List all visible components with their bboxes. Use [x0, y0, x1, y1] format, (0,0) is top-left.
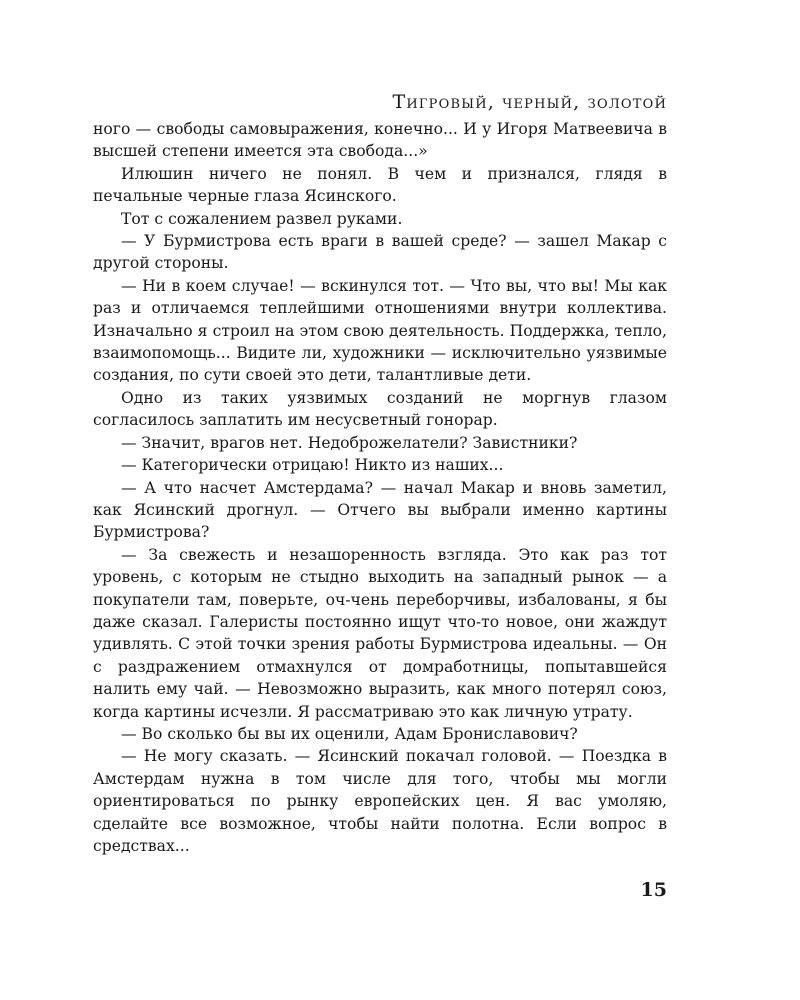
paragraph: — Не могу сказать. — Ясинский покачал головой. — Поездка в Амстердам нужна в том числе для того, чтобы мы могли ориентироваться по рынку европейских цен. Я вас умоляю, сделайте все возможное, чтобы найти полотна. Если вопрос в средствах... — [93, 747, 667, 855]
paragraph: — Значит, врагов нет. Недоброжелатели? Завистники? — [121, 433, 578, 452]
paragraph: — Во сколько бы вы их оценили, Адам Брониславович? — [121, 724, 578, 743]
paragraph: — А что насчет Амстердама? — начал Макар и вновь заметил, как Ясинский дрогнул. — Отчего вы выбрали именно картины Бурмистрова? — [93, 478, 667, 542]
paragraph: — Категорически отрицаю! Никто из наших... — [121, 456, 504, 475]
paragraph: ного — свободы самовыражения, конечно... И у Игоря Матвеевича в высшей степени имеется эта свобода...» — [93, 120, 667, 161]
paragraph: Одно из таких уязвимых созданий не моргнув глазом согласилось заплатить им несусветный гонорар. — [93, 388, 667, 430]
book-page — [93, 88, 667, 857]
paragraph: — У Бурмистрова есть враги в вашей среде? — зашел Макар с другой стороны. — [93, 232, 667, 273]
paragraph: Тот с сожалением развел руками. — [121, 209, 403, 228]
paragraph: — За свежесть и незашоренность взгляда. Это как раз тот уровень, с которым не стыдно выходить на западный рынок — а покупатели там, поверьте, оч-чень переборчивы, избалованы, я бы даже сказал. Галеристы постоянно ищут что-то новое, они жаждут удивлять. С этой точки зрения работы Бурмистрова идеальны. — Он с раздражением отмахнулся от домработницы, попытавшейся налить ему чай. — Невозможно выразить, как много потерял союз, когда картины исчезли. Я рассматриваю это как личную утрату. — [93, 545, 667, 721]
paragraph: — Ни в коем случае! — вскинулся тот. — Что вы, что вы! Мы как раз и отличаемся теплейшими отношениями внутри коллектива. Изначально я строил на этом свою деятельность. Поддержка, тепло, взаимопомощь... Видите ли, художники — исключительно уязвимые создания, по сути своей это дети, талантливые дети. — [93, 276, 667, 385]
running-title: Тигровый, черный, золотой — [392, 91, 667, 113]
page-number: 15 — [640, 879, 667, 901]
paragraph: Илюшин ничего не понял. В чем и признался, глядя в печальные черные глаза Ясинского. — [93, 164, 667, 206]
body-text — [93, 118, 667, 857]
